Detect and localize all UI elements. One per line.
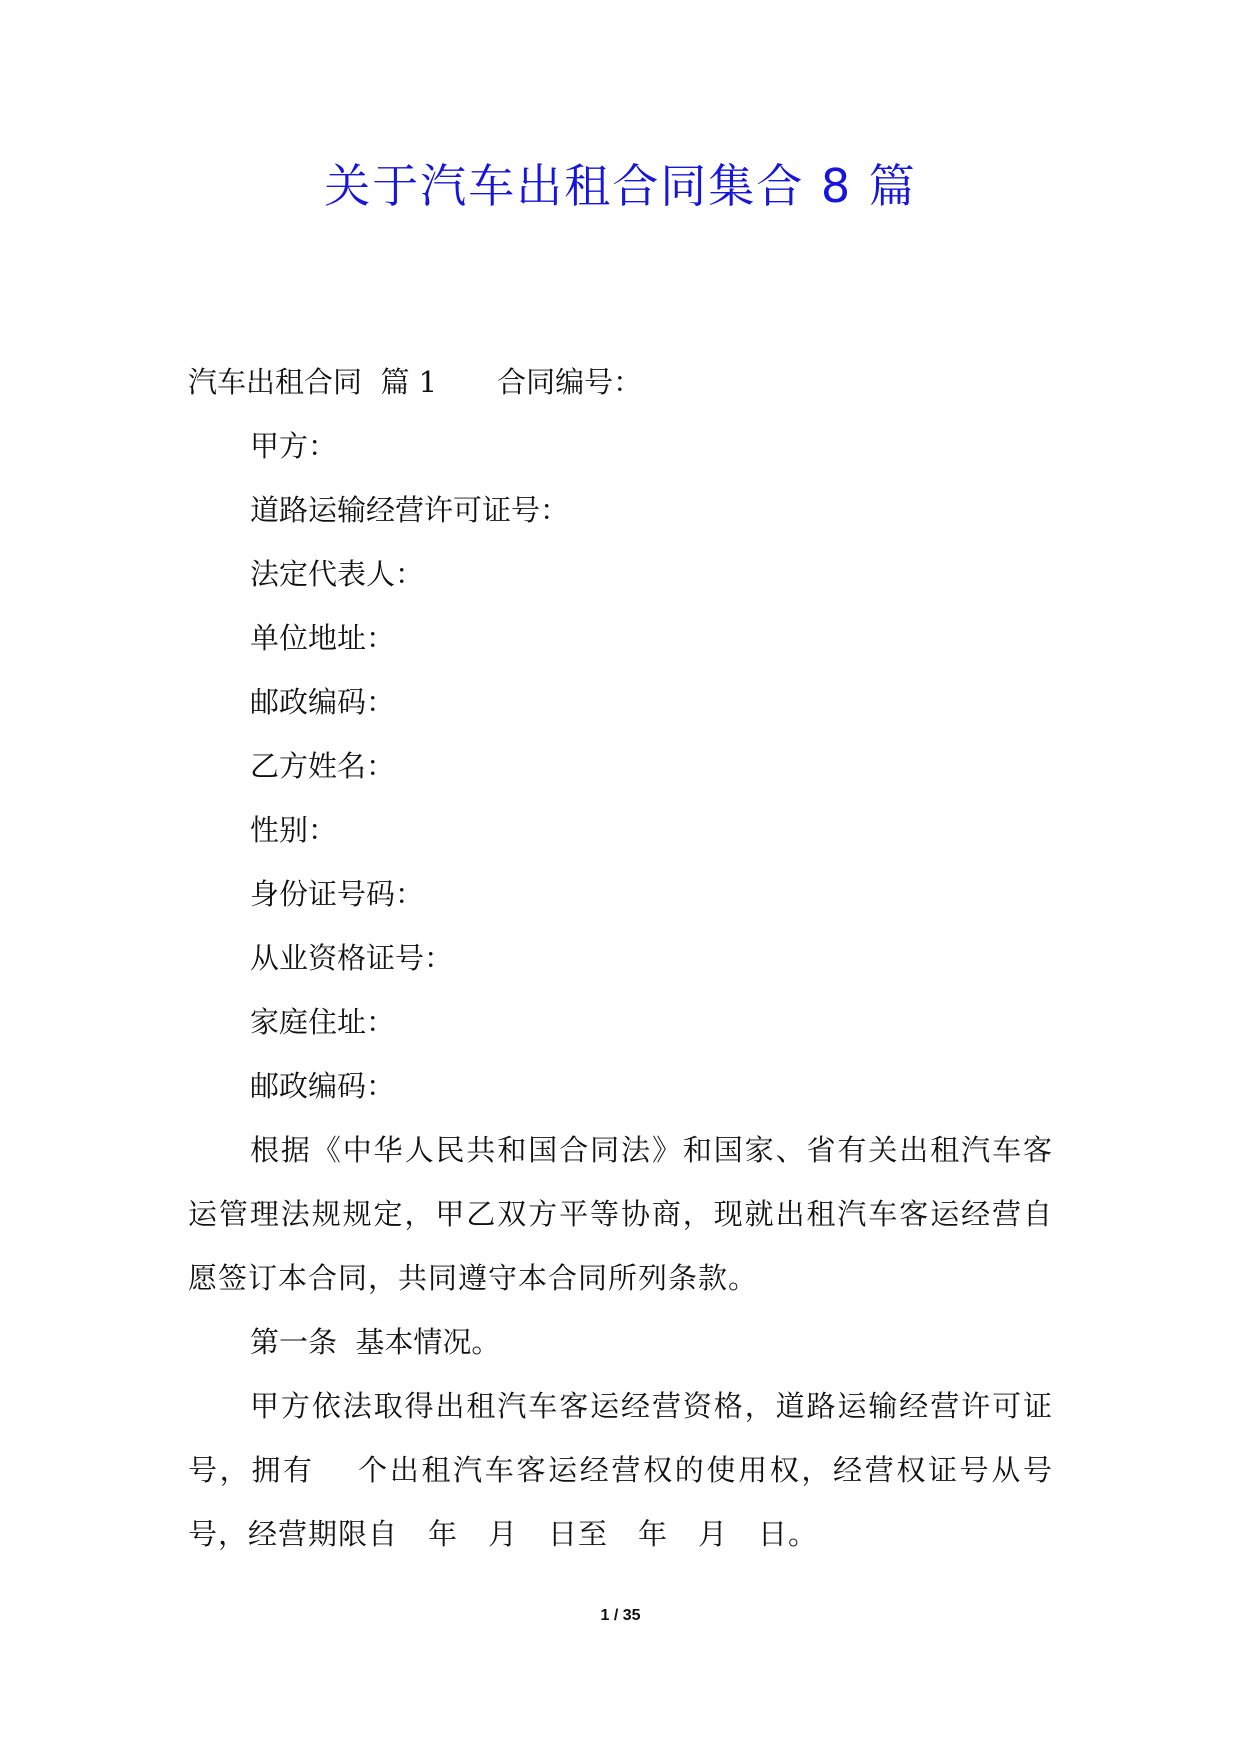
contract-name: 汽车出租合同 (188, 365, 363, 399)
article-1-heading: 第一条 基本情况。 (250, 1325, 501, 1359)
field-license-number: 道路运输经营许可证号： (250, 493, 570, 527)
field-qualification-number: 从业资格证号： (250, 941, 454, 975)
field-legal-representative: 法定代表人： (250, 557, 425, 591)
article-1-text: 甲方依法取得出租汽车客运经营资格，道路运输经营许可证号，拥有 个出租汽车客运经营权的使用权，经营权证号从号 号，经营期限自 年 月 日至 年 月 日。 (188, 1389, 1114, 1551)
field-id-number: 身份证号码： (250, 877, 425, 911)
field-postal-code-b: 邮政编码： (250, 1069, 396, 1103)
field-home-address: 家庭住址： (250, 1005, 396, 1039)
document-title: 关于汽车出租合同集合 8 篇 (324, 159, 917, 213)
contract-part: 篇 1 (380, 365, 438, 399)
document-body (188, 350, 1114, 1566)
field-party-a: 甲方： (250, 429, 338, 463)
field-party-b-name: 乙方姓名： (250, 749, 396, 783)
field-postal-code-a: 邮政编码： (250, 685, 396, 719)
contract-number-label: 合同编号： (497, 365, 643, 399)
field-company-address: 单位地址： (250, 621, 396, 655)
page-number: 1 / 35 (600, 1607, 641, 1624)
paragraph-preamble: 根据《中华人民共和国合同法》和国家、省有关出租汽车客运管理法规规定，甲乙双方平等协商，现就出租汽车客运经营自愿签订本合同，共同遵守本合同所列条款。 (188, 1133, 1053, 1295)
contract-heading (188, 350, 1053, 414)
field-gender: 性别： (250, 813, 338, 847)
